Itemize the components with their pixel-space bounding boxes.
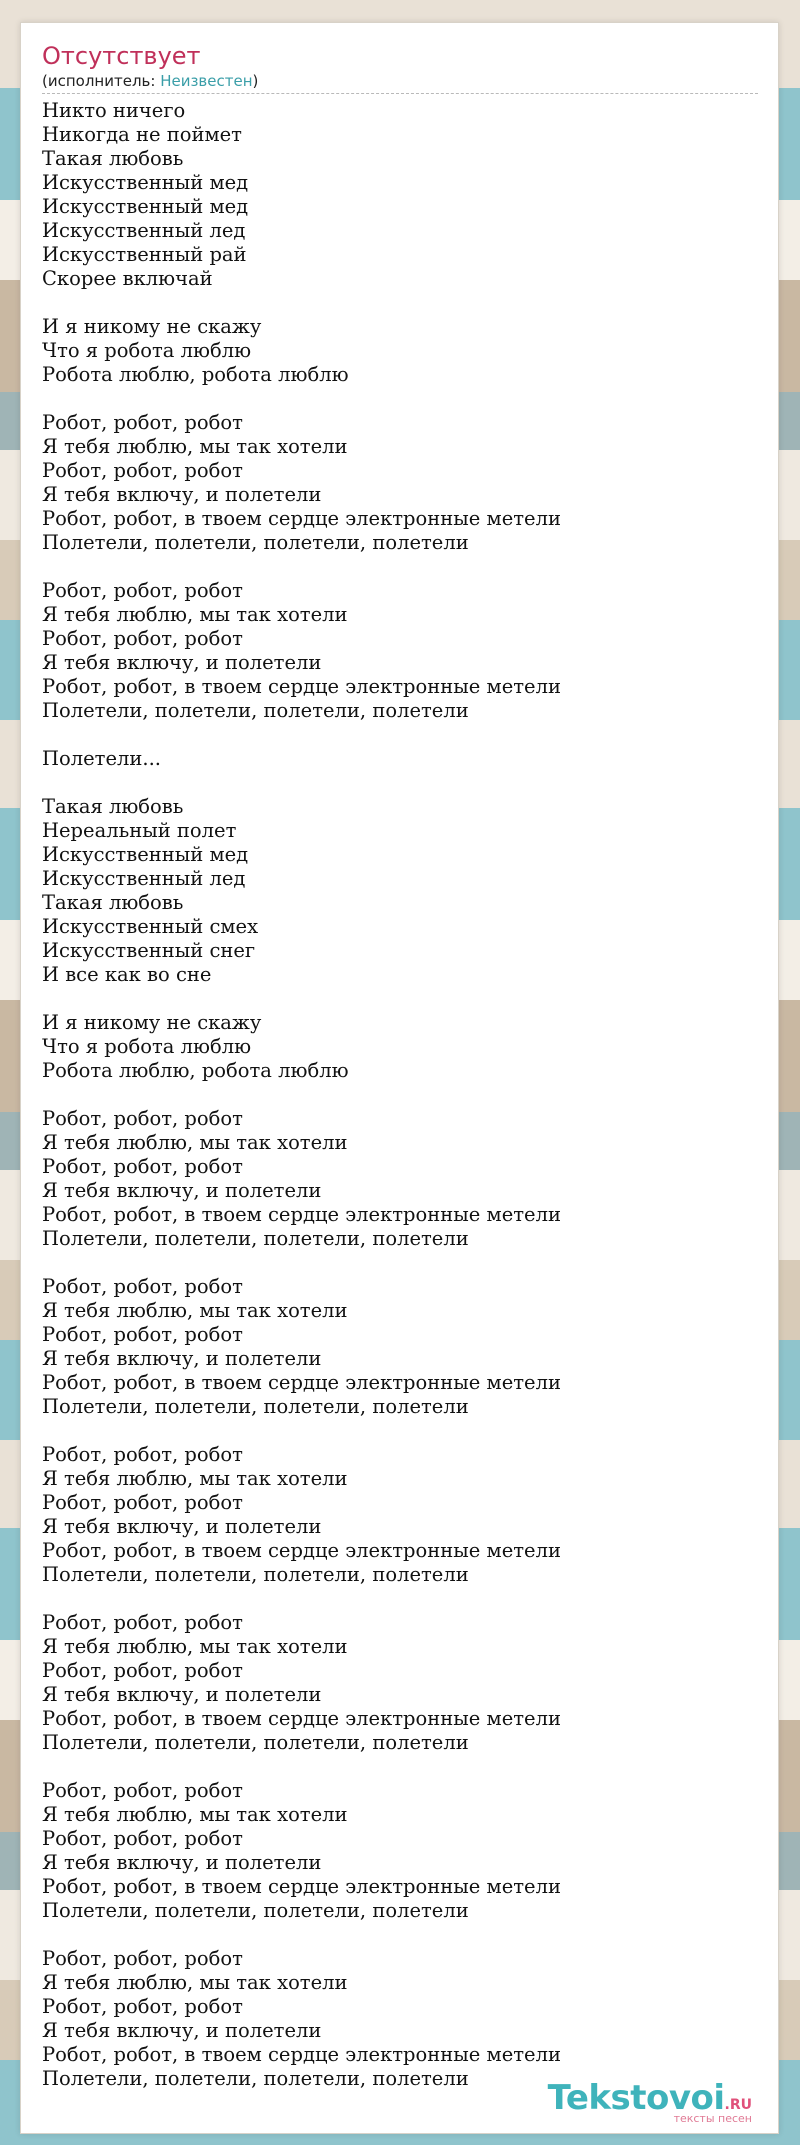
lyrics-line: Я тебя включу, и полетели [42,651,322,674]
lyrics-line: Робот, робот, робот [42,1995,243,2018]
logo-tld: .RU [724,2097,752,2113]
lyrics-line: Полетели... [42,747,161,770]
lyrics-line: Робота люблю, робота люблю [42,1059,349,1082]
lyrics-line: И я никому не скажу [42,1011,262,1034]
lyrics-line: Робот, робот, робот [42,1779,243,1802]
lyrics-line: Полетели, полетели, полетели, полетели [42,1899,469,1922]
lyrics-line: И я никому не скажу [42,315,262,338]
lyrics-line: Искусственный лед [42,867,246,890]
lyrics-line: Робот, робот, в твоем сердце электронные метели [42,1203,561,1226]
artist-suffix: ) [252,72,259,90]
lyrics-line: Я тебя люблю, мы так хотели [42,1131,348,1154]
lyrics-line: Искусственный рай [42,243,247,266]
lyrics-line: Робот, робот, робот [42,1947,243,1970]
lyrics-line: Я тебя люблю, мы так хотели [42,1635,348,1658]
lyrics-line: Я тебя включу, и полетели [42,1347,322,1370]
lyrics-blank-line [42,1755,758,1779]
site-logo[interactable] [547,2078,752,2125]
lyrics-blank-line [42,1251,758,1275]
lyrics-line: Такая любовь [42,795,184,818]
lyrics-line: Искусственный лед [42,219,246,242]
lyrics-line: Искусственный мед [42,171,249,194]
lyrics-card [20,22,779,2134]
lyrics-line: Полетели, полетели, полетели, полетели [42,2067,469,2090]
lyrics-line: Я тебя люблю, мы так хотели [42,1299,348,1322]
lyrics-line: Искусственный мед [42,195,249,218]
lyrics-line: Робот, робот, робот [42,1107,243,1130]
lyrics-line: Я тебя включу, и полетели [42,483,322,506]
lyrics-line: Робот, робот, робот [42,1443,243,1466]
lyrics-line: Никто ничего [42,99,186,122]
lyrics-blank-line [42,987,758,1011]
lyrics-line: Робота люблю, робота люблю [42,363,349,386]
logo-name: Tekstovoi [547,2078,725,2118]
logo-tagline: тексты песен [673,2112,752,2125]
lyrics-line: Я тебя включу, и полетели [42,2019,322,2042]
lyrics-line: Робот, робот, робот [42,1275,243,1298]
lyrics-line: Я тебя люблю, мы так хотели [42,435,348,458]
lyrics-line: И все как во сне [42,963,212,986]
lyrics-line: Я тебя люблю, мы так хотели [42,1971,348,1994]
lyrics-blank-line [42,555,758,579]
lyrics-line: Нереальный полет [42,819,237,842]
lyrics-blank-line [42,1587,758,1611]
lyrics-line: Робот, робот, робот [42,627,243,650]
lyrics-blank-line [42,1419,758,1443]
lyrics-blank-line [42,771,758,795]
lyrics-line: Искусственный мед [42,843,249,866]
lyrics-blank-line [42,1923,758,1947]
lyrics-line: Робот, робот, робот [42,411,243,434]
lyrics-line: Полетели, полетели, полетели, полетели [42,1563,469,1586]
lyrics-line: Полетели, полетели, полетели, полетели [42,1395,469,1418]
artist-line [42,71,758,94]
lyrics-line: Я тебя включу, и полетели [42,1683,322,1706]
lyrics-line: Такая любовь [42,147,184,170]
lyrics-line: Робот, робот, в твоем сердце электронные метели [42,2043,561,2066]
lyrics-line: Робот, робот, робот [42,459,243,482]
lyrics-line: Что я робота люблю [42,339,252,362]
lyrics-line: Робот, робот, в твоем сердце электронные метели [42,1539,561,1562]
lyrics-line: Полетели, полетели, полетели, полетели [42,531,469,554]
lyrics-text [42,99,758,2091]
lyrics-line: Скорее включай [42,267,213,290]
lyrics-line: Что я робота люблю [42,1035,252,1058]
lyrics-line: Я тебя люблю, мы так хотели [42,1467,348,1490]
song-header [42,41,758,94]
lyrics-line: Я тебя люблю, мы так хотели [42,1803,348,1826]
lyrics-line: Никогда не поймет [42,123,242,146]
lyrics-line: Робот, робот, робот [42,579,243,602]
lyrics-blank-line [42,1083,758,1107]
lyrics-line: Робот, робот, робот [42,1491,243,1514]
lyrics-line: Робот, робот, робот [42,1659,243,1682]
lyrics-line: Робот, робот, робот [42,1611,243,1634]
lyrics-line: Робот, робот, робот [42,1155,243,1178]
lyrics-line: Такая любовь [42,891,184,914]
lyrics-line: Полетели, полетели, полетели, полетели [42,1227,469,1250]
lyrics-line: Полетели, полетели, полетели, полетели [42,1731,469,1754]
lyrics-line: Искусственный снег [42,939,256,962]
artist-prefix: (исполнитель: [42,72,161,90]
lyrics-line: Робот, робот, в твоем сердце электронные метели [42,1707,561,1730]
lyrics-line: Робот, робот, в твоем сердце электронные метели [42,1371,561,1394]
lyrics-line: Робот, робот, в твоем сердце электронные метели [42,1875,561,1898]
lyrics-line: Полетели, полетели, полетели, полетели [42,699,469,722]
lyrics-line: Искусственный смех [42,915,259,938]
song-title: Отсутствует [42,42,201,70]
lyrics-blank-line [42,291,758,315]
lyrics-line: Я тебя включу, и полетели [42,1515,322,1538]
lyrics-line: Я тебя люблю, мы так хотели [42,603,348,626]
artist-link[interactable]: Неизвестен [160,72,253,90]
lyrics-line: Робот, робот, робот [42,1827,243,1850]
lyrics-blank-line [42,387,758,411]
lyrics-line: Робот, робот, в твоем сердце электронные метели [42,507,561,530]
lyrics-line: Робот, робот, робот [42,1323,243,1346]
lyrics-line: Я тебя включу, и полетели [42,1851,322,1874]
lyrics-line: Я тебя включу, и полетели [42,1179,322,1202]
lyrics-line: Робот, робот, в твоем сердце электронные метели [42,675,561,698]
lyrics-blank-line [42,723,758,747]
